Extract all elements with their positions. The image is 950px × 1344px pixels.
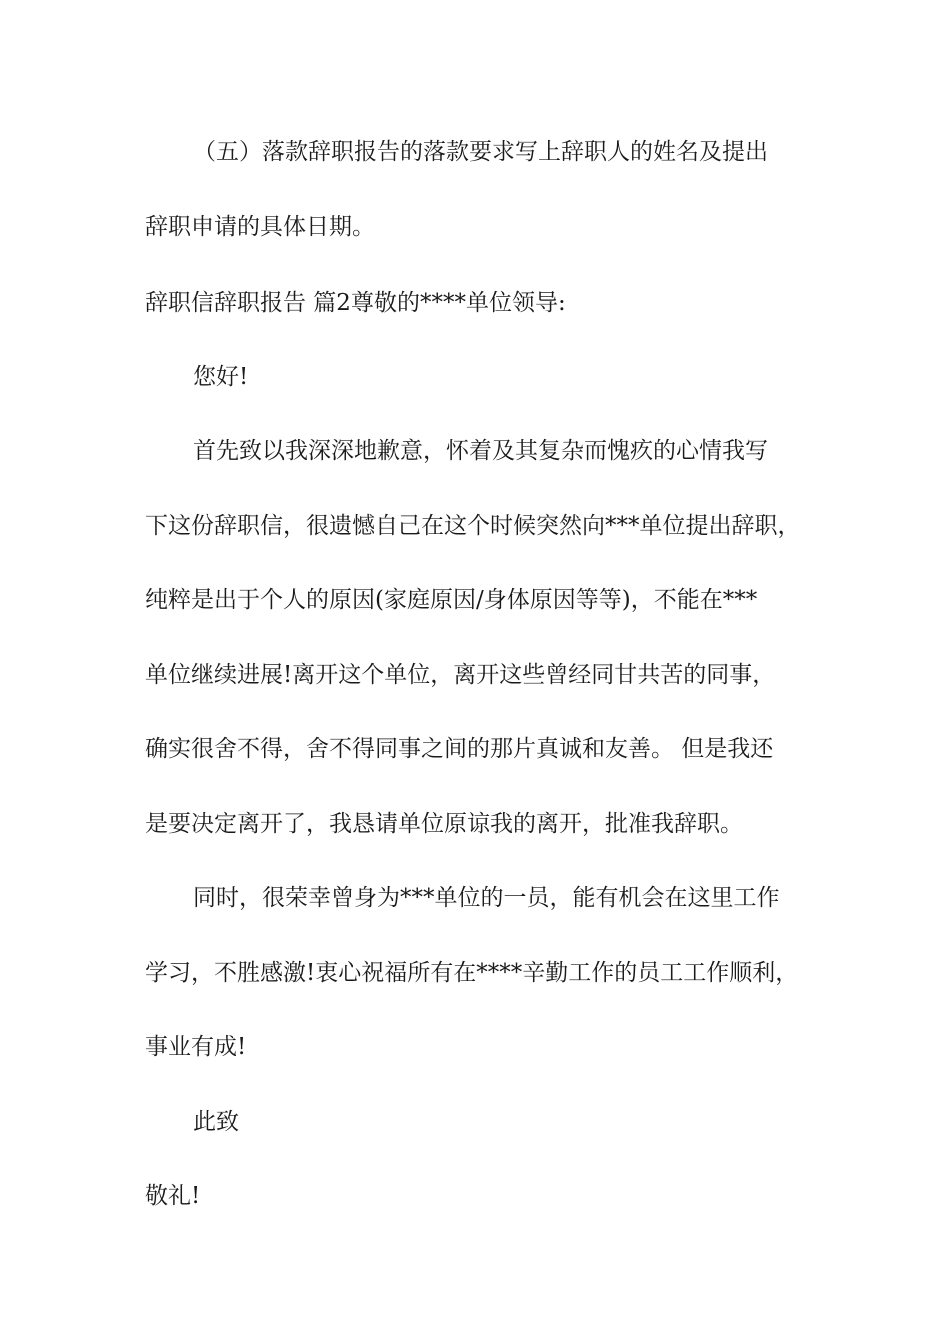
- paragraph-line: 纯粹是出于个人的原因(家庭原因/身体原因等等)，不能在***: [145, 587, 758, 613]
- paragraph-line: 学习，不胜感激!衷心祝福所有在****辛勤工作的员工工作顺利，: [145, 960, 799, 986]
- section-heading-line: 辞职信辞职报告 篇2尊敬的****单位领导:: [145, 290, 566, 316]
- paragraph-line: 下这份辞职信，很遗憾自己在这个时候突然向***单位提出辞职，: [145, 513, 801, 539]
- paragraph-line: 首先致以我深深地歉意，怀着及其复杂而愧疚的心情我写: [193, 438, 768, 464]
- salutation-line: 敬礼!: [145, 1183, 201, 1209]
- paragraph-line: 确实很舍不得，舍不得同事之间的那片真诚和友善。 但是我还: [145, 736, 774, 762]
- paragraph-line: 辞职申请的具体日期。: [145, 214, 375, 240]
- paragraph-line: 是要决定离开了，我恳请单位原谅我的离开，批准我辞职。: [145, 811, 743, 837]
- paragraph-line: 同时，很荣幸曾身为***单位的一员，能有机会在这里工作: [193, 885, 780, 911]
- paragraph-line: （五）落款辞职报告的落款要求写上辞职人的姓名及提出: [193, 139, 768, 165]
- paragraph-line: 单位继续进展!离开这个单位，离开这些曾经同甘共苦的同事，: [145, 662, 776, 688]
- greeting-line: 您好!: [193, 364, 249, 390]
- paragraph-line: 事业有成!: [145, 1034, 247, 1060]
- closing-line: 此致: [193, 1109, 239, 1135]
